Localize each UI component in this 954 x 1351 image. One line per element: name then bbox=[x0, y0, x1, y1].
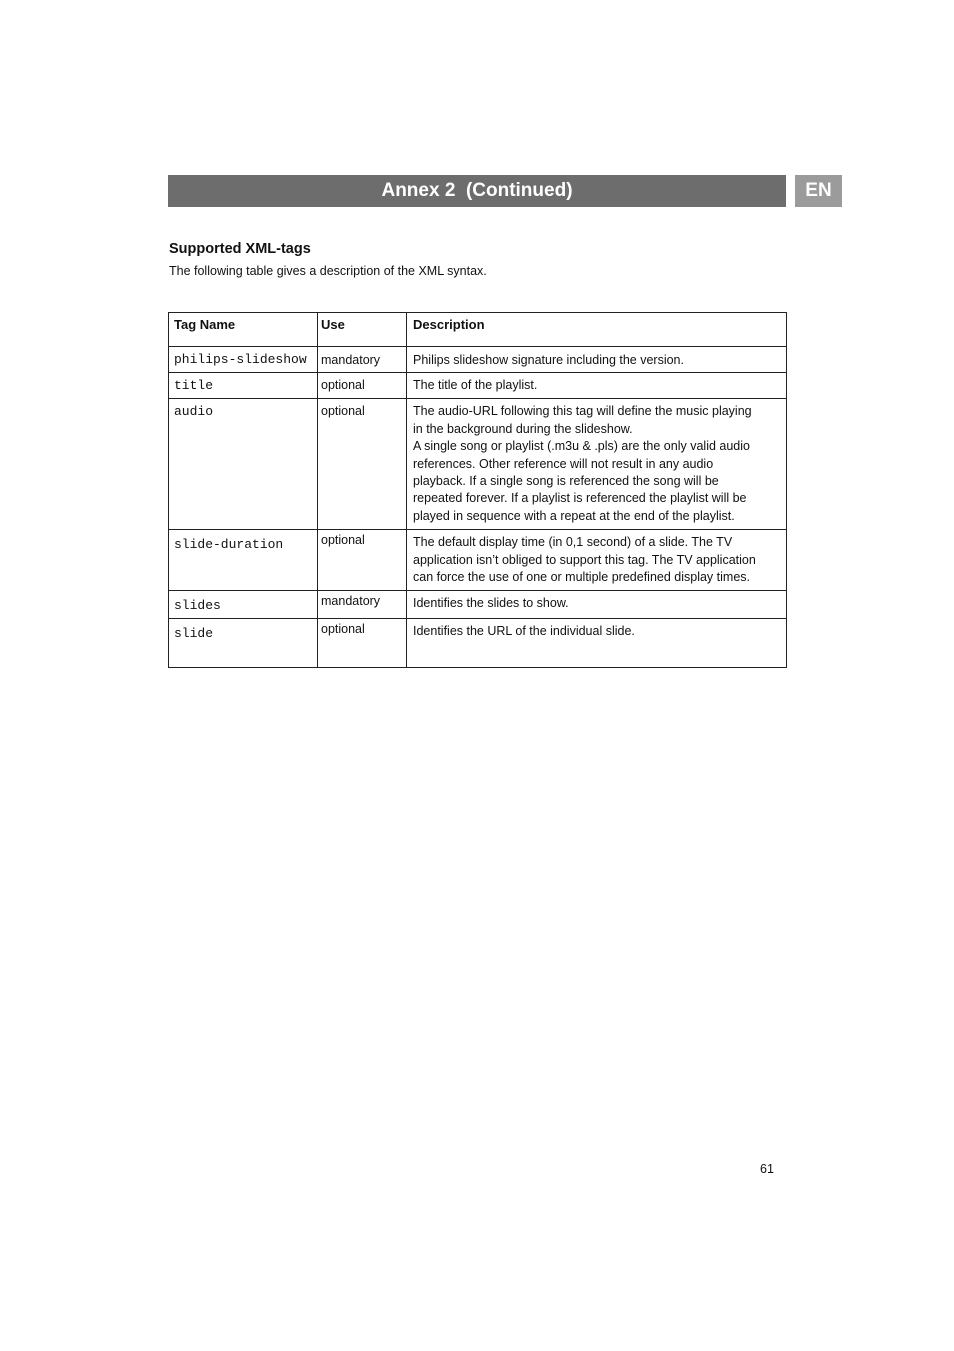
description-line: played in sequence with a repeat at the end of the playlist. bbox=[413, 508, 735, 523]
description-line: The default display time (in 0,1 second) of a slide. The TV bbox=[413, 535, 733, 550]
description-cell bbox=[407, 373, 787, 399]
language-label: EN bbox=[805, 180, 832, 201]
description-line: application isn’t obliged to support this tag. The TV application bbox=[413, 552, 756, 567]
use-cell: optional bbox=[318, 373, 407, 399]
description-line: playback. If a single song is referenced the song will be bbox=[413, 474, 719, 489]
description-line: Identifies the URL of the individual slide. bbox=[413, 623, 635, 638]
use-cell: optional bbox=[318, 530, 407, 590]
description-cell bbox=[407, 347, 787, 373]
table-row bbox=[169, 590, 787, 618]
annex-header bbox=[168, 175, 786, 207]
use-cell: optional bbox=[318, 618, 407, 667]
description-cell bbox=[407, 618, 787, 667]
description-line: can force the use of one or multiple predefined display times. bbox=[413, 570, 750, 585]
tag-name-cell: slide-duration bbox=[169, 530, 318, 590]
table-row bbox=[169, 530, 787, 590]
xml-tags-table bbox=[168, 312, 787, 668]
section-title: Supported XML-tags bbox=[169, 241, 311, 257]
description-line: A single song or playlist (.m3u & .pls) are the only valid audio bbox=[413, 439, 750, 454]
description-line: repeated forever. If a playlist is referenced the playlist will be bbox=[413, 491, 747, 506]
tag-name-cell: slide bbox=[169, 618, 318, 667]
language-badge bbox=[795, 175, 842, 207]
use-cell: mandatory bbox=[318, 347, 407, 373]
annex-title: Annex 2 (Continued) bbox=[381, 180, 573, 201]
table-header-row bbox=[169, 313, 787, 347]
description-line: in the background during the slideshow. bbox=[413, 421, 633, 436]
tag-name-cell: title bbox=[169, 373, 318, 399]
description-line: Philips slideshow signature including the version. bbox=[413, 353, 684, 367]
description-line: references. Other reference will not result in any audio bbox=[413, 456, 714, 471]
table-row bbox=[169, 618, 787, 667]
use-cell: mandatory bbox=[318, 590, 407, 618]
column-header-use: Use bbox=[318, 313, 407, 347]
table-row bbox=[169, 347, 787, 373]
section-intro: The following table gives a description of the XML syntax. bbox=[169, 264, 487, 278]
tag-name-cell: audio bbox=[169, 399, 318, 530]
column-header-description: Description bbox=[407, 313, 787, 347]
description-cell bbox=[407, 590, 787, 618]
description-cell bbox=[407, 530, 787, 590]
description-cell bbox=[407, 399, 787, 530]
table-row bbox=[169, 399, 787, 530]
column-header-tag-name: Tag Name bbox=[169, 313, 318, 347]
use-cell: optional bbox=[318, 399, 407, 530]
description-line: The audio-URL following this tag will define the music playing bbox=[413, 404, 752, 419]
table-row bbox=[169, 373, 787, 399]
tag-name-cell: slides bbox=[169, 590, 318, 618]
description-line: The title of the playlist. bbox=[413, 378, 538, 393]
description-line: Identifies the slides to show. bbox=[413, 595, 569, 610]
page-number: 61 bbox=[760, 1162, 774, 1176]
tag-name-cell: philips-slideshow bbox=[169, 347, 318, 373]
